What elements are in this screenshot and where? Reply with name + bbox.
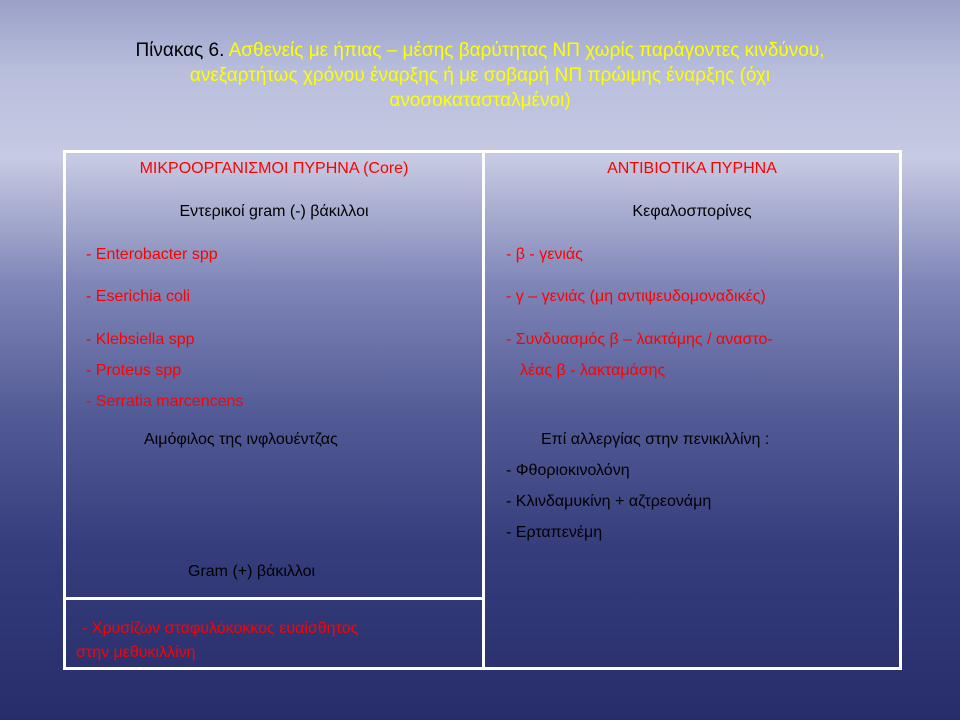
column-divider <box>482 150 485 670</box>
organism-item: - Enterobacter spp <box>86 246 218 263</box>
right-group-cephalosporins: Κεφαλοσπορίνες <box>632 203 752 220</box>
title-line-2: ανεξαρτήτως χρόνου έναρξης ή με σοβαρή ΝΠ πρώιμης έναρξης (όχι <box>189 65 771 86</box>
allergy-item: - Φθοριοκινολόνη <box>506 462 630 479</box>
antibiotic-item-continued: λέας β - λακταμάσης <box>520 362 666 379</box>
left-header: ΜΙΚΡΟΟΡΓΑΝΙΣΜΟΙ ΠΥΡΗΝΑ (Core) <box>139 160 409 177</box>
allergy-item: - Κλινδαμυκίνη + αζτρεονάμη <box>506 493 712 510</box>
row-divider <box>63 597 485 600</box>
organism-item: - Serratia marcencens <box>86 393 244 410</box>
left-group-enteric: Εντερικοί gram (-) βάκιλλοι <box>179 203 369 220</box>
right-header: ΑΝΤΙΒΙΟΤΙΚΑ ΠΥΡΗΝΑ <box>607 160 777 177</box>
title-line-1: Ασθενείς με ήπιας – μέσης βαρύτητας ΝΠ χωρίς παράγοντες κινδύνου, <box>224 40 825 61</box>
allergy-header: Επί αλλεργίας στην πενικιλλίνη : <box>541 431 770 448</box>
organism-item: - Proteus spp <box>86 362 182 379</box>
antibiotic-item: - Συνδυασμός β – λακτάμης / αναστο- <box>506 331 773 348</box>
left-group-haemophilus: Αιμόφιλος της ινφλουέντζας <box>144 431 338 448</box>
antibiotic-item: - β - γενιάς <box>506 246 583 263</box>
slide-title <box>40 38 920 113</box>
left-group-gram-positive: Gram (+) βάκιλλοι <box>188 563 316 580</box>
organism-item: - Eserichia coli <box>86 288 191 305</box>
organism-item: - Klebsiella spp <box>86 331 195 348</box>
staph-line-2: στην μεθυκιλλίνη <box>76 644 196 661</box>
antibiotic-item: - γ – γενιάς (μη αντιψευδομοναδικές) <box>506 288 766 305</box>
allergy-item: - Ερταπενέμη <box>506 524 603 541</box>
title-line-3: ανοσοκατασταλμένοι) <box>389 90 571 111</box>
table-number: Πίνακας 6. <box>135 40 225 61</box>
staph-line-1: - Χρυσίζων σταφυλόκοκκος ευαίσθητος <box>82 620 359 637</box>
